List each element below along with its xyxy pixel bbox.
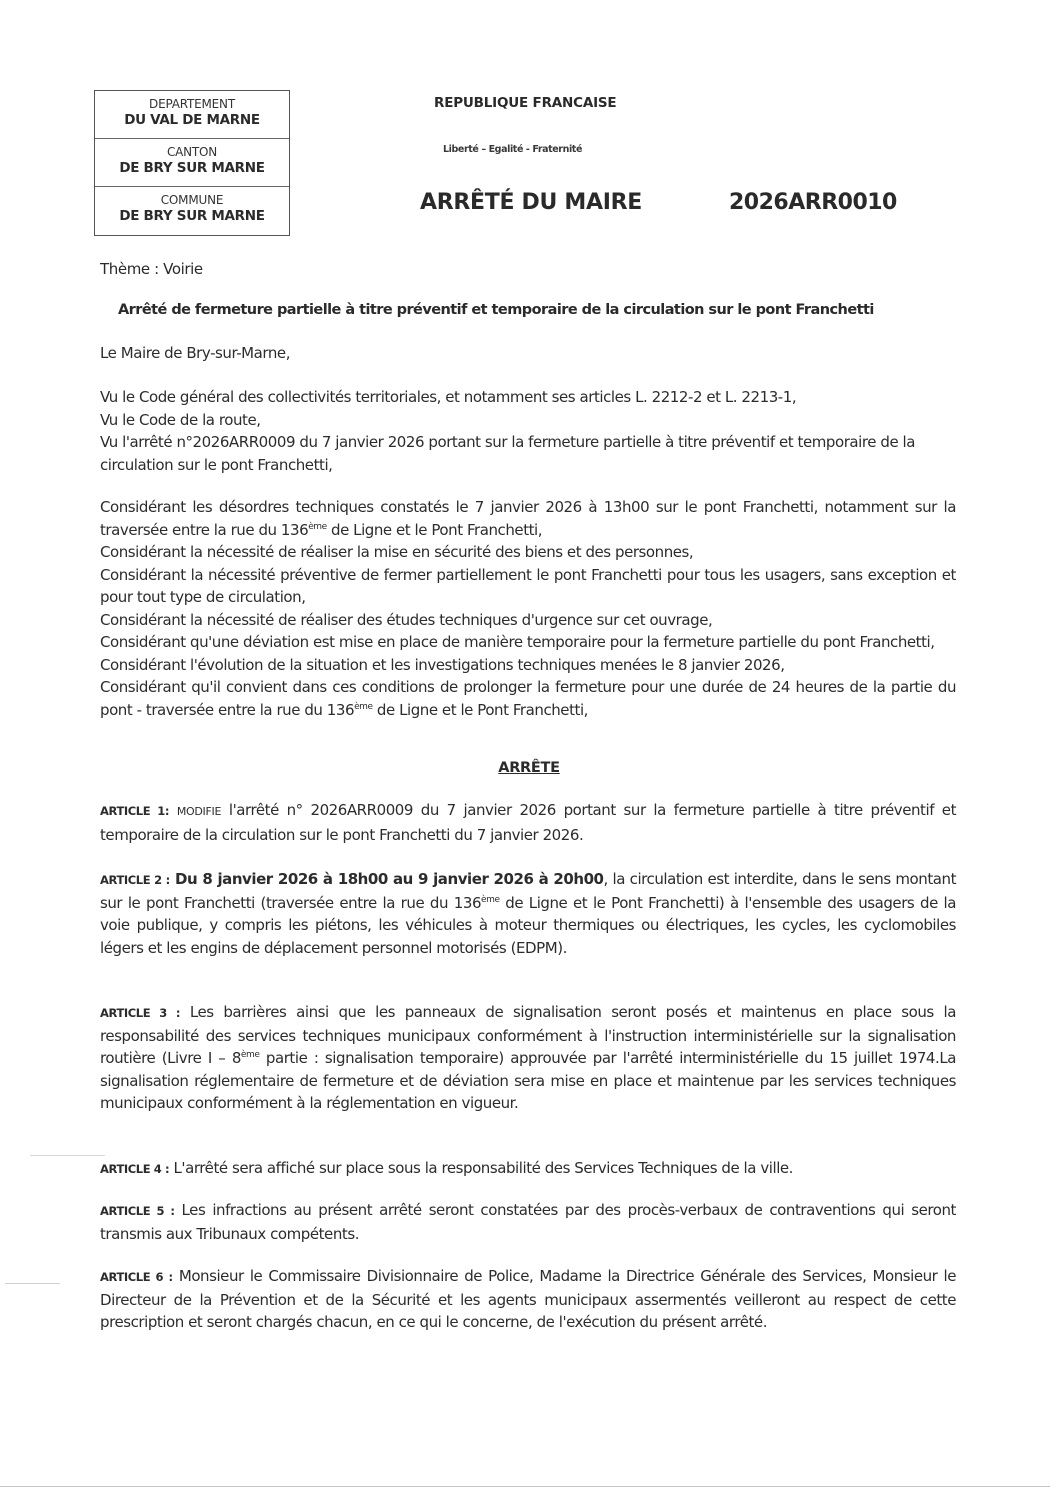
- scan-artifact: [30, 1155, 105, 1156]
- canton-label: CANTON: [166, 145, 218, 159]
- article-4: ARTICLE 4 : L'arrêté sera affiché sur place sous la responsabilité des Services Techniques de la ville.: [100, 1159, 794, 1177]
- vu-item: Vu l'arrêté n°2026ARR0009 du 7 janvier 2026 portant sur la fermeture partielle à titre préventif et temporaire de la circulation sur le pont Franchetti,: [100, 433, 916, 474]
- article-label: ARTICLE 4 :: [100, 1162, 170, 1176]
- article-2: ARTICLE 2 : Du 8 janvier 2026 à 18h00 au 9 janvier 2026 à 20h00, la circulation est interdite, dans le sens montant sur le pont Franchetti (traversée entre la rue du 136ème de Ligne et le Pont Franchetti) à l'ensemble des usagers de la voie publique, y compris les piétons, les véhicules à moteur thermiques ou électriques, les cycles, les cyclomobiles légers et les engins de déplacement personnel motorisés (EDPM).: [100, 870, 957, 957]
- considerant-item: Considérant la nécessité de réaliser des études techniques d'urgence sur cet ouvrage,: [100, 610, 713, 629]
- republic-motto: Liberté – Egalité - Fraternité: [443, 144, 582, 155]
- departement-value: DU VAL DE MARNE: [124, 112, 260, 128]
- article-5: ARTICLE 5 : Les infractions au présent arrêté seront constatées par des procès-verbaux de contraventions qui seront transmis aux Tribunaux compétents.: [100, 1201, 956, 1243]
- commune-cell: [95, 187, 289, 235]
- article-label: ARTICLE 5 :: [100, 1204, 175, 1218]
- page-bottom-edge: [0, 1486, 1050, 1487]
- article-label: ARTICLE 6 :: [100, 1270, 173, 1284]
- article-label: ARTICLE 1:: [100, 804, 170, 818]
- considerant-item: Considérant qu'une déviation est mise en place de manière temporaire pour la fermeture partielle du pont Franchetti,: [100, 633, 935, 651]
- canton-value: DE BRY SUR MARNE: [119, 160, 265, 176]
- considerant-item: Considérant la nécessité de réaliser la mise en sécurité des biens et des personnes,: [100, 543, 694, 561]
- canton-cell: [95, 139, 289, 187]
- mayor-line: Le Maire de Bry-sur-Marne,: [100, 344, 291, 362]
- article-text: l'arrêté n° 2026ARR0009 du 7 janvier 2026 portant sur la fermeture partielle à titre préventif et temporaire de la circulation sur le pont Franchetti du 7 janvier 2026.: [100, 801, 956, 844]
- article-modifier: MODIFIE: [176, 805, 222, 818]
- departement-label: DEPARTEMENT: [149, 97, 235, 111]
- considerant-item: Considérant l'évolution de la situation et les investigations techniques menées le 8 janvier 2026,: [100, 655, 785, 674]
- decree-heading: ARRÊTE: [498, 760, 560, 776]
- article-3: ARTICLE 3 : Les barrières ainsi que les panneaux de signalisation seront posés et maintenus en place sous la responsabilité des services techniques municipaux conformément à l'instruction interministérielle sur la signalisation routière (Livre I – 8ème partie : signalisation temporaire) approuvée par l'arrêté interministérielle du 15 juillet 1974.La signalisation réglementaire de fermeture et de déviation sera mise en place et maintenue par les services techniques municipaux conformément à la réglementation en vigueur.: [100, 1003, 956, 1112]
- decree-subject: Arrêté de fermeture partielle à titre préventif et temporaire de la circulation sur le pont Franchetti: [118, 302, 874, 318]
- considerant-item: Considérant les désordres techniques constatés le 7 janvier 2026 à 13h00 sur le pont Franchetti, notamment sur la traversée entre la rue du 136ème de Ligne et le Pont Franchetti,: [100, 498, 956, 539]
- vu-item: Vu le Code de la route,: [100, 410, 261, 429]
- article-1: [100, 799, 956, 846]
- departement-cell: [95, 91, 289, 139]
- scan-artifact: [5, 1283, 60, 1284]
- vu-item: Vu le Code général des collectivités territoriales, et notamment ses articles L. 2212-2 et L. 2213-1,: [100, 388, 797, 406]
- considerant-item: Considérant la nécessité préventive de fermer partiellement le pont Franchetti pour tous les usagers, sans exception et pour tout type de circulation,: [100, 565, 956, 606]
- article-dates: Du 8 janvier 2026 à 18h00 au 9 janvier 2026 à 20h00: [169, 870, 604, 888]
- decree-number: 2026ARR0010: [729, 190, 897, 215]
- commune-label: COMMUNE: [160, 193, 224, 207]
- article-6: ARTICLE 6 : Monsieur le Commissaire Divisionnaire de Police, Madame la Directrice Générale des Services, Monsieur le Directeur de la Prévention et de la Sécurité et les agents municipaux assermentés veilleront au respect de cette prescription et seront chargés chacun, en ce qui le concerne, de l'exécution du présent arrêté.: [100, 1267, 956, 1331]
- theme-line: Thème : Voirie: [100, 260, 203, 278]
- decree-title: ARRÊTÉ DU MAIRE: [420, 190, 642, 215]
- article-label: ARTICLE 2 :: [100, 873, 170, 887]
- administrative-header-box: [94, 90, 290, 236]
- republic-name: REPUBLIQUE FRANCAISE: [434, 95, 617, 111]
- commune-value: DE BRY SUR MARNE: [119, 208, 265, 224]
- considerant-item: Considérant qu'il convient dans ces conditions de prolonger la fermeture pour une durée de 24 heures de la partie du pont - traversée entre la rue du 136ème de Ligne et le Pont Franchetti,: [100, 678, 956, 719]
- considerant-block: [100, 496, 956, 721]
- article-label: ARTICLE 3 :: [100, 1006, 181, 1020]
- vu-block: [100, 386, 956, 476]
